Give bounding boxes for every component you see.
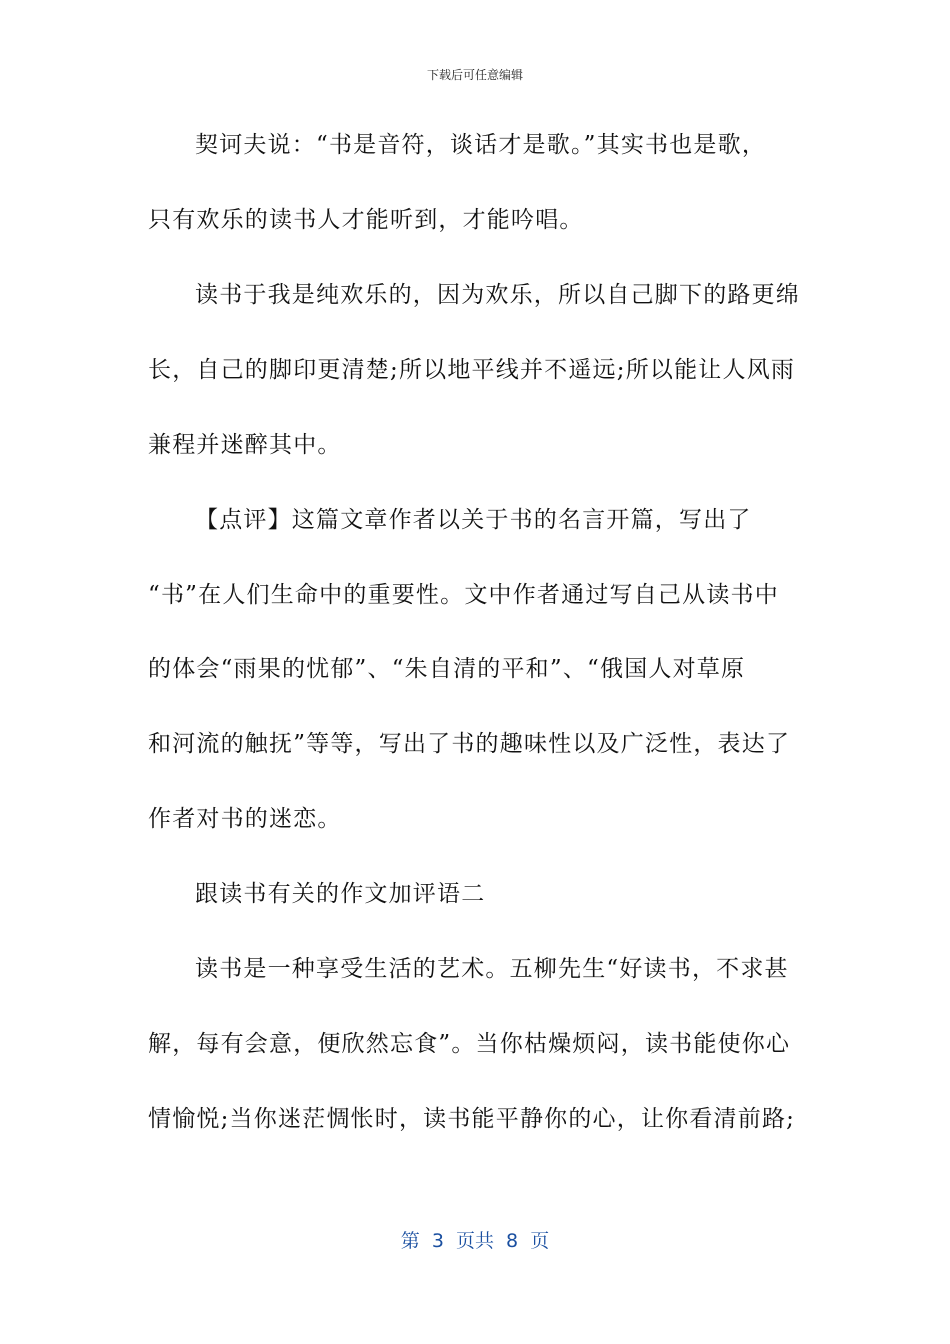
text-line: “书”在人们生命中的重要性。文中作者通过写自己从读书中 xyxy=(148,582,779,608)
text-line: 的体会“雨果的忧郁”、“朱自清的平和”、“俄国人对草原 xyxy=(148,656,746,682)
page-label-pre: 第 xyxy=(400,1230,420,1252)
text-line: 解，每有会意，便欣然忘食”。当你枯燥烦闷，读书能使你心 xyxy=(148,1031,791,1057)
page-header: 下载后可任意编辑 xyxy=(426,68,523,82)
text-line: 【点评】这篇文章作者以关于书的名言开篇，写出了 xyxy=(195,507,752,533)
text-line: 只有欢乐的读书人才能听到，才能吟唱。 xyxy=(148,207,584,233)
page-total: 8 xyxy=(506,1230,519,1252)
text-line: 读书于我是纯欢乐的，因为欢乐，所以自己脚下的路更绵 xyxy=(195,282,800,308)
page-current: 3 xyxy=(431,1230,444,1252)
text-line: 长，自己的脚印更清楚;所以地平线并不遥远;所以能让人风雨 xyxy=(148,357,796,383)
page-label-post: 页 xyxy=(530,1230,550,1252)
text-line: 作者对书的迷恋。 xyxy=(148,806,342,832)
text-line: 兼程并迷醉其中。 xyxy=(148,432,342,458)
text-line: 读书是一种享受生活的艺术。五柳先生“好读书，不求甚 xyxy=(195,956,789,982)
text-line: 和河流的触抚”等等，写出了书的趣味性以及广泛性，表达了 xyxy=(148,731,791,757)
text-line: 契诃夫说：“书是音符，谈话才是歌。”其实书也是歌， xyxy=(195,132,767,158)
page-footer xyxy=(0,1226,950,1253)
page-label-mid: 页共 xyxy=(455,1230,494,1252)
section-heading: 跟读书有关的作文加评语二 xyxy=(195,881,486,907)
text-line: 情愉悦;当你迷茫惆怅时，读书能平静你的心，让你看清前路; xyxy=(148,1106,796,1132)
